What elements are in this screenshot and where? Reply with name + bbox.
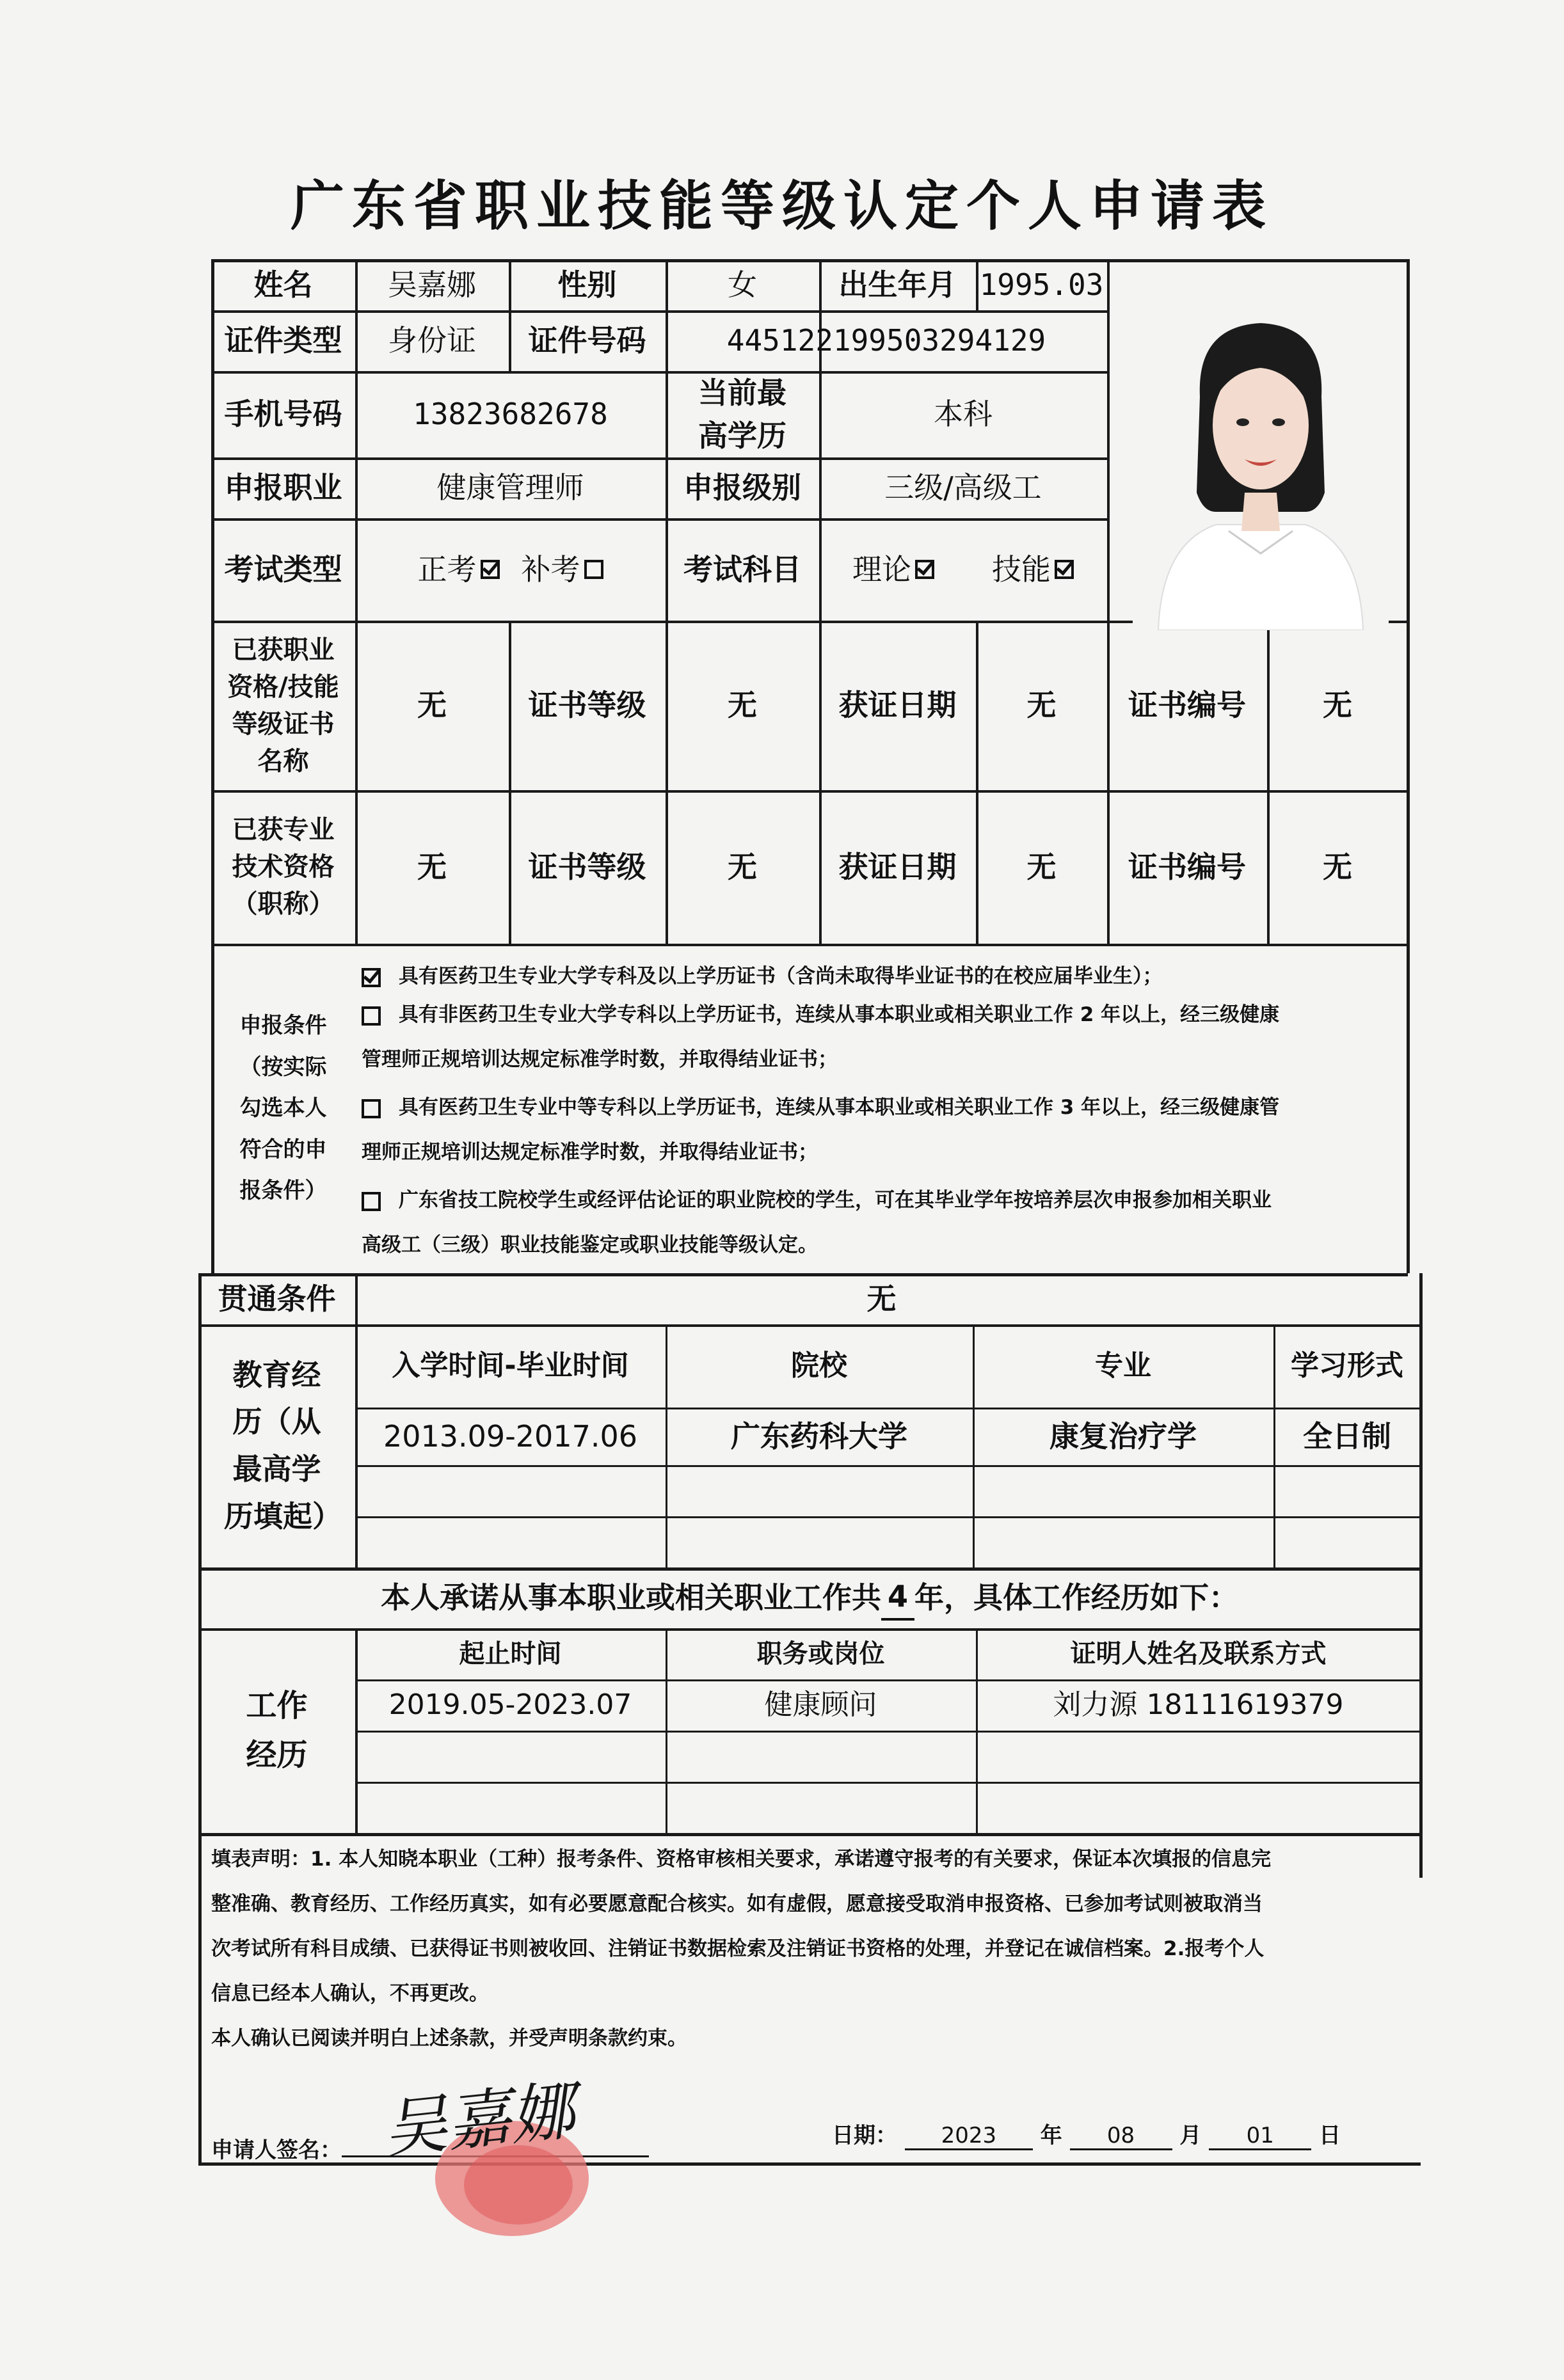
dob-label: 出生年月	[838, 267, 957, 302]
day-unit: 日	[1319, 2123, 1341, 2148]
condition-checkbox[interactable]	[362, 1099, 381, 1118]
qual-cert-label: 已获职业资格/技能等级证书名称	[227, 635, 339, 776]
condition-line	[362, 1091, 1279, 1120]
education-cell: 广东药科大学	[731, 1418, 907, 1454]
title-cert-label: 已获专业技术资格（职称）	[232, 815, 335, 919]
qual-cert-date: 无	[1026, 688, 1057, 723]
work-cell: 健康顾问	[764, 1688, 877, 1722]
date-year[interactable]: 2023	[905, 2123, 1033, 2150]
title-cert-no: 无	[1323, 849, 1352, 884]
handwritten-signature: 吴嘉娜	[379, 2072, 579, 2168]
dob-value: 1995.03	[979, 267, 1104, 302]
title-cert-date: 无	[1026, 849, 1057, 884]
condition-text: 管理师正规培训达规定标准学时数，并取得结业证书；	[362, 1048, 838, 1071]
idtype-label: 证件类型	[224, 323, 342, 358]
title-cert-date-label: 获证日期	[838, 849, 957, 884]
skill-label: 技能	[992, 551, 1051, 587]
grid-line	[1107, 259, 1110, 621]
condition-checkbox[interactable]	[362, 968, 381, 987]
date-row	[832, 2118, 1341, 2150]
education-cell	[973, 1516, 1273, 1567]
bu-checkbox[interactable]	[584, 560, 603, 579]
qual-cert-grade-label: 证书等级	[528, 688, 646, 723]
skill-checkbox[interactable]	[1055, 560, 1074, 579]
work-header: 证明人姓名及联系方式	[1070, 1639, 1327, 1669]
gender-value: 女	[728, 267, 757, 302]
condition-checkbox[interactable]	[362, 1006, 381, 1026]
condition-line	[362, 960, 1163, 988]
level-label: 申报级别	[683, 470, 801, 505]
title-cert-no-label: 证书编号	[1128, 849, 1246, 884]
condition-text: 理师正规培训达规定标准学时数，并取得结业证书；	[362, 1141, 818, 1164]
education-cell	[973, 1465, 1273, 1516]
title-cert-grade: 无	[728, 849, 757, 884]
grid-line	[198, 1833, 202, 2162]
education-cell	[1273, 1516, 1421, 1567]
work-cell	[355, 1782, 666, 1833]
grid-line	[211, 944, 1408, 946]
signature-label: 申请人签名：	[211, 2138, 342, 2163]
idno-label: 证件号码	[528, 323, 646, 358]
condition-line	[362, 1228, 818, 1257]
exam-type-options	[355, 518, 666, 621]
declaration-line: 整准确、教育经历、工作经历真实，如有必要愿意配合核实。如有虚假，愿意接受取消申报资格、已参加考试则被取消当	[211, 1892, 1263, 1916]
level-value: 三级/高级工	[884, 470, 1042, 505]
edu-value: 本科	[934, 397, 993, 432]
phone-value: 13823682678	[413, 397, 608, 432]
through-value: 无	[866, 1281, 897, 1316]
month-unit: 月	[1179, 2123, 1202, 2148]
work-cell	[666, 1731, 976, 1782]
condition-text: 高级工（三级）职业技能鉴定或职业技能等级认定。	[362, 1234, 818, 1257]
page-title: 广东省职业技能等级认定个人申请表	[290, 175, 1273, 237]
date-day[interactable]: 01	[1209, 2123, 1311, 2150]
exam-subject-options	[819, 518, 1107, 621]
name-label: 姓名	[253, 267, 313, 302]
condition-text: 具有医药卫生专业大学专科及以上学历证书（含尚未取得毕业证书的在校应届毕业生）；	[399, 965, 1163, 988]
through-label: 贯通条件	[218, 1281, 336, 1316]
education-cell: 全日制	[1303, 1418, 1391, 1454]
zheng-label: 正考	[417, 551, 477, 587]
grid-line	[1419, 1833, 1423, 1878]
education-cell	[1273, 1465, 1421, 1516]
gender-label: 性别	[557, 267, 617, 302]
declaration-line: 信息已经本人确认，不再更改。	[211, 1982, 489, 2005]
work-cell	[976, 1782, 1421, 1833]
work-header: 职务或岗位	[756, 1639, 885, 1669]
education-cell: 2013.09-2017.06	[383, 1418, 638, 1454]
job-value: 健康管理师	[436, 470, 584, 505]
applicant-photo	[1133, 301, 1389, 630]
work-header: 起止时间	[459, 1639, 562, 1669]
exam-type-label: 考试类型	[224, 551, 342, 587]
work-years: 4	[881, 1575, 914, 1621]
job-label: 申报职业	[224, 470, 342, 505]
condition-line	[362, 1136, 818, 1164]
condition-line	[362, 1184, 1272, 1212]
condition-text: 广东省技工院校学生或经评估论证的职业院校的学生，可在其毕业学年按培养层次申报参加相关职业	[399, 1189, 1272, 1212]
work-cell: 2019.05-2023.07	[388, 1688, 632, 1722]
work-statement-suffix: 年，具体工作经历如下：	[914, 1580, 1238, 1615]
condition-line	[362, 998, 1279, 1027]
education-cell	[666, 1516, 973, 1567]
idtype-value: 身份证	[388, 323, 476, 358]
year-unit: 年	[1040, 2123, 1062, 2148]
work-cell	[666, 1782, 976, 1833]
theory-label: 理论	[852, 551, 911, 587]
education-header: 学习形式	[1291, 1349, 1403, 1383]
qual-cert-no-label: 证书编号	[1128, 688, 1246, 723]
education-header: 入学时间-毕业时间	[392, 1349, 629, 1383]
education-header: 院校	[791, 1349, 847, 1383]
edu-label: 当前最高学历	[698, 375, 786, 453]
qual-cert-no: 无	[1323, 688, 1352, 723]
education-label: 教育经历（从最高学历填起）	[224, 1357, 342, 1534]
declaration-line: 次考试所有科目成绩、已获得证书则被收回、注销证书数据检索及注销证书资格的处理，并登记在诚信档案。2.报考个人	[211, 1937, 1265, 1960]
education-cell	[666, 1465, 973, 1516]
date-month[interactable]: 08	[1070, 2123, 1172, 2150]
name-value: 吴嘉娜	[388, 267, 476, 302]
declaration-line: 填表声明：1. 本人知晓本职业（工种）报考条件、资格审核相关要求，承诺遵守报考的有关要求，保证本次填报的信息完	[211, 1848, 1272, 1871]
work-cell: 刘力源 18111619379	[1053, 1688, 1344, 1722]
exam-subject-label: 考试科目	[683, 551, 801, 587]
declaration-line: 本人确认已阅读并明白上述条款，并受声明条款约束。	[211, 2027, 687, 2050]
conditions-label: 申报条件（按实际勾选本人符合的申报条件）	[239, 1013, 327, 1204]
title-cert-grade-label: 证书等级	[528, 849, 646, 884]
idno-value: 445122199503294129	[726, 323, 1046, 358]
zheng-checkbox[interactable]	[481, 560, 500, 579]
education-cell: 康复治疗学	[1049, 1418, 1197, 1454]
work-cell	[976, 1731, 1421, 1782]
condition-text: 具有非医药卫生专业大学专科以上学历证书，连续从事本职业或相关职业工作 2 年以上，经三级健康	[399, 1003, 1280, 1026]
phone-label: 手机号码	[224, 397, 342, 432]
education-header: 专业	[1095, 1349, 1151, 1383]
bu-label: 补考	[521, 551, 580, 587]
work-label: 工作经历	[246, 1688, 308, 1773]
title-cert-name: 无	[417, 849, 447, 884]
education-cell	[355, 1516, 666, 1567]
theory-checkbox[interactable]	[915, 560, 934, 579]
date-label: 日期：	[832, 2123, 897, 2148]
condition-line	[362, 1043, 838, 1072]
qual-cert-grade: 无	[728, 688, 757, 723]
condition-checkbox[interactable]	[362, 1192, 381, 1211]
work-statement-prefix: 本人承诺从事本职业或相关职业工作共	[380, 1580, 881, 1615]
grid-line	[198, 1833, 1421, 1836]
qual-cert-date-label: 获证日期	[838, 688, 957, 723]
qual-cert-name: 无	[417, 688, 447, 723]
condition-text: 具有医药卫生专业中等专科以上学历证书，连续从事本职业或相关职业工作 3 年以上，经三级健康管	[399, 1096, 1280, 1119]
work-statement	[198, 1567, 1421, 1628]
work-cell	[355, 1731, 666, 1782]
education-cell	[355, 1465, 666, 1516]
